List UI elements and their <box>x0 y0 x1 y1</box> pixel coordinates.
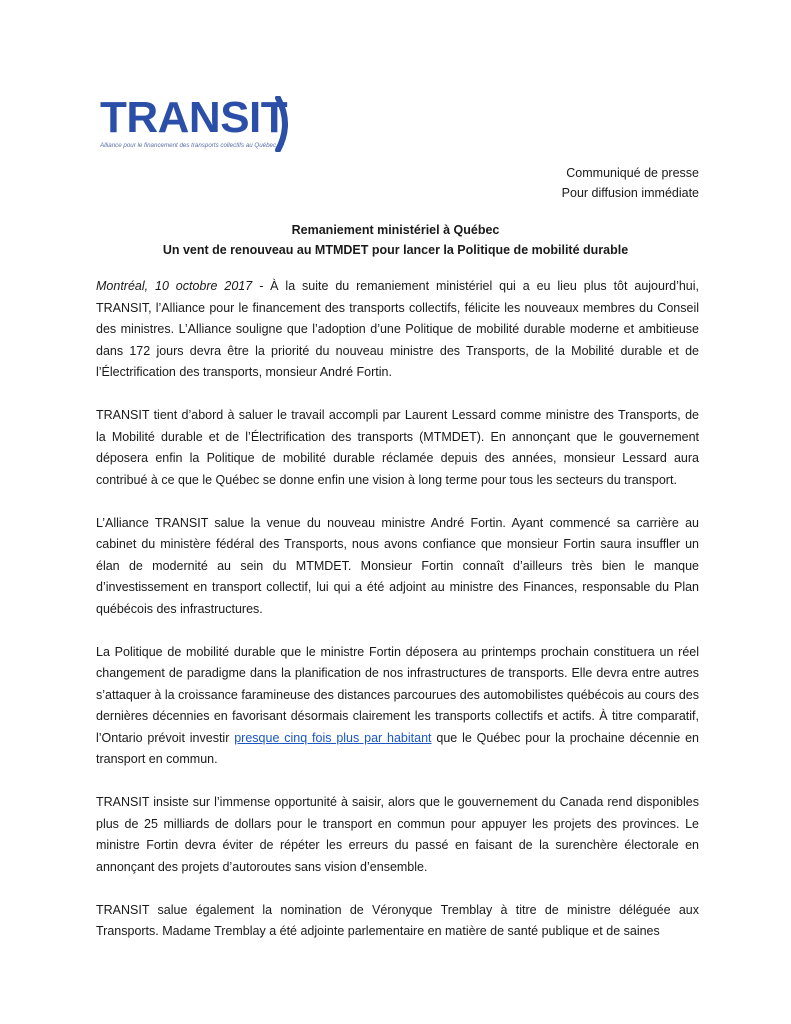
logo-tagline: Alliance pour le financement des transports collectifs au Québec <box>100 142 277 149</box>
paragraph-5: TRANSIT insiste sur l’immense opportunité à saisir, alors que le gouvernement du Canada rend disponibles plus de 25 milliards de dollars pour le transport en commun pour appuyer les projets des provinces. Le ministre Fortin devra éviter de répéter les erreurs du passé en faisant de la surenchère électorale en annonçant des projets d’autoroutes sans vision d’ensemble. <box>96 795 699 874</box>
transit-logo <box>100 93 310 156</box>
press-release-line: Communiqué de presse <box>566 166 699 180</box>
dateline: Montréal, 10 octobre 2017 - <box>96 279 264 293</box>
headline-subtitle: Un vent de renouveau au MTMDET pour lancer la Politique de mobilité durable <box>162 243 629 257</box>
press-release-label <box>562 163 699 203</box>
distribution-line: Pour diffusion immédiate <box>561 186 699 200</box>
paragraph-2: TRANSIT tient d’abord à saluer le travail accompli par Laurent Lessard comme ministre des Transports, de la Mobilité durable et de l’Électrification des transports (MTMDET). En annonçant que le gouvernement déposera enfin la Politique de mobilité durable réclamée depuis des années, monsieur Lessard aura contribué à ce que le Québec se donne enfin une vision à long terme pour tous les secteurs du transport. <box>96 408 699 487</box>
paragraph-3: L’Alliance TRANSIT salue la venue du nouveau ministre André Fortin. Ayant commencé sa carrière au cabinet du ministère fédéral des Transports, nous avons confiance que monsieur Fortin saura insuffler un élan de modernité au sein du MTMDET. Monsieur Fortin connaît d’ailleurs très bien le manque d’investissement en transport collectif, lui qui a été adjoint au ministre des Finances, responsable du Plan québécois des infrastructures. <box>96 515 699 616</box>
chevron-right-icon <box>272 96 300 152</box>
logo-wordmark: TRANSIT <box>100 93 288 142</box>
paragraph-1-text: À la suite du remaniement ministériel qui a eu lieu plus tôt aujourd’hui, TRANSIT, l’Alliance pour le financement des transports collectifs, félicite les nouveaux membres du Conseil des ministres. L’Alliance souligne que l’adoption d’une Politique de mobilité durable moderne et ambitieuse dans 172 jours devra être la priorité du nouveau ministre des Transports, de la Mobilité durable et de l’Électrification des transports, monsieur André Fortin. <box>96 279 699 379</box>
paragraph-4-text: La Politique de mobilité durable que le ministre Fortin déposera au printemps prochain constituera un réel changement de paradigme dans la planification de nos infrastructures de transports. Elle devra entre autres s’attaquer à la croissance faramineuse des distances parcourues des automobilistes québécois au cours des dernières décennies en favorisant désormais clairement les transports collectifs et actifs. À titre comparatif, l’Ontario prévoit investir <box>96 644 699 745</box>
investment-comparison-link[interactable]: presque cinq fois plus par habitant <box>234 730 432 745</box>
paragraph-4-text-end: que le Québec pour la prochaine décennie en transport en commun. <box>96 730 699 766</box>
paragraph-1 <box>96 276 699 384</box>
headline <box>96 220 695 260</box>
press-release-body <box>96 276 699 964</box>
headline-title: Remaniement ministériel à Québec <box>291 223 500 237</box>
paragraph-4 <box>96 642 699 771</box>
paragraph-6: TRANSIT salue également la nomination de Véronyque Tremblay à titre de ministre déléguée aux Transports. Madame Tremblay a été adjointe parlementaire en matière de santé publique et de saines <box>96 902 699 938</box>
